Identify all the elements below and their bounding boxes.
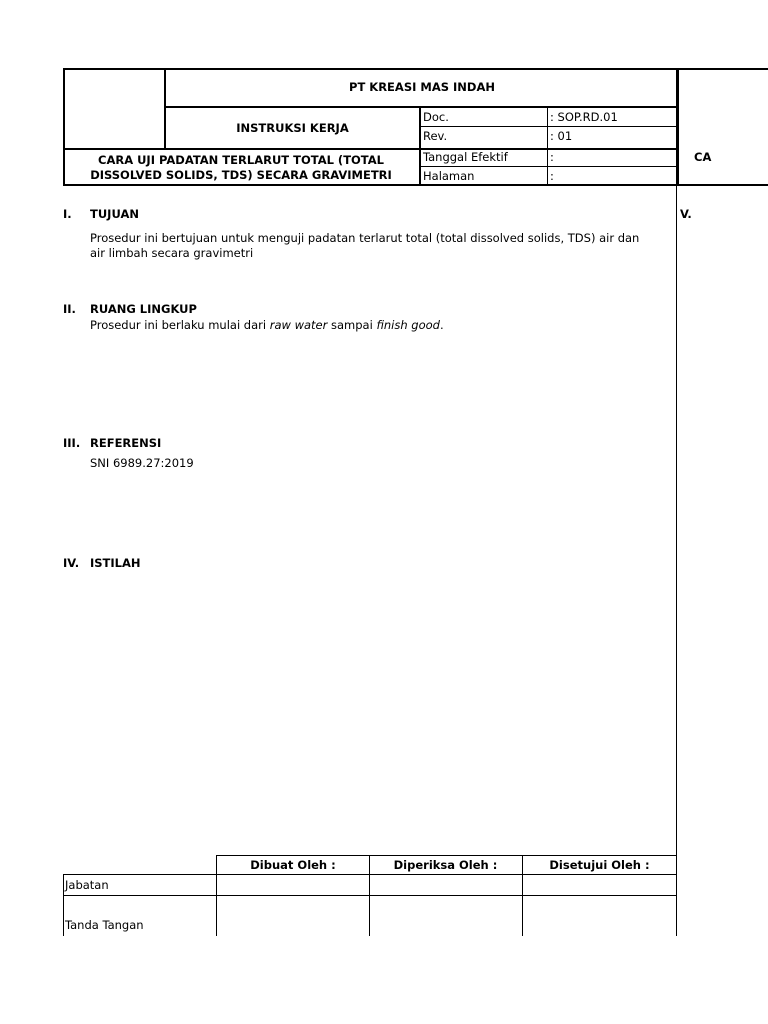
- company-name: PT KREASI MAS INDAH: [166, 68, 678, 108]
- signature-col-header: Diperiksa Oleh :: [369, 855, 523, 875]
- meta-label-rev: Rev.: [423, 129, 448, 143]
- document-title: CARA UJI PADATAN TERLARUT TOTAL (TOTAL DISSOLVED SOLIDS, TDS) SECARA GRAVIMETRI: [63, 150, 421, 186]
- signature-cell: [523, 895, 677, 936]
- signature-cell: [523, 874, 677, 896]
- document-header: [63, 68, 768, 186]
- document-type: INSTRUKSI KERJA: [166, 108, 421, 150]
- meta-value-doc: : SOP.RD.01: [550, 110, 618, 124]
- section-body-tujuan: Prosedur ini bertujuan untuk menguji padatan terlarut total (total dissolved solids, TDS) air dan air limbah secara gravimetri: [90, 231, 640, 260]
- section-title-ruang-lingkup: RUANG LINGKUP: [90, 302, 197, 316]
- meta-divider: [547, 108, 548, 186]
- signature-row-label: Jabatan: [63, 874, 217, 896]
- logo-cell: [63, 68, 166, 150]
- section-body-ruang-lingkup: Prosedur ini berlaku mulai dari raw water sampai finish good.: [90, 318, 444, 332]
- section-title-referensi: REFERENSI: [90, 436, 162, 450]
- signature-row-label: Tanda Tangan: [63, 895, 217, 936]
- signature-cell: [216, 874, 370, 896]
- meta-label-tanggal: Tanggal Efektif: [423, 150, 508, 164]
- section-number: IV.: [63, 556, 80, 570]
- section-title-istilah: ISTILAH: [90, 556, 141, 570]
- meta-value-tanggal: :: [550, 150, 554, 164]
- section-number: II.: [63, 302, 76, 316]
- section-title-tujuan: TUJUAN: [90, 207, 139, 221]
- signature-cell: [369, 874, 523, 896]
- meta-value-rev: : 01: [550, 129, 573, 143]
- signature-cell: [369, 895, 523, 936]
- adjacent-page-title: CA: [694, 150, 712, 164]
- signature-col-header: Dibuat Oleh :: [216, 855, 370, 875]
- meta-label-doc: Doc.: [423, 110, 449, 124]
- signature-col-header: Disetujui Oleh :: [523, 855, 677, 875]
- page-divider-line: [676, 186, 677, 936]
- signature-cell: [216, 895, 370, 936]
- meta-value-halaman: :: [550, 169, 554, 183]
- section-body-referensi: SNI 6989.27:2019: [90, 456, 194, 470]
- section-number: I.: [63, 207, 72, 221]
- meta-label-halaman: Halaman: [423, 169, 475, 183]
- section-number: III.: [63, 436, 81, 450]
- adjacent-section-number: V.: [680, 207, 692, 221]
- adjacent-page-header: [677, 68, 768, 186]
